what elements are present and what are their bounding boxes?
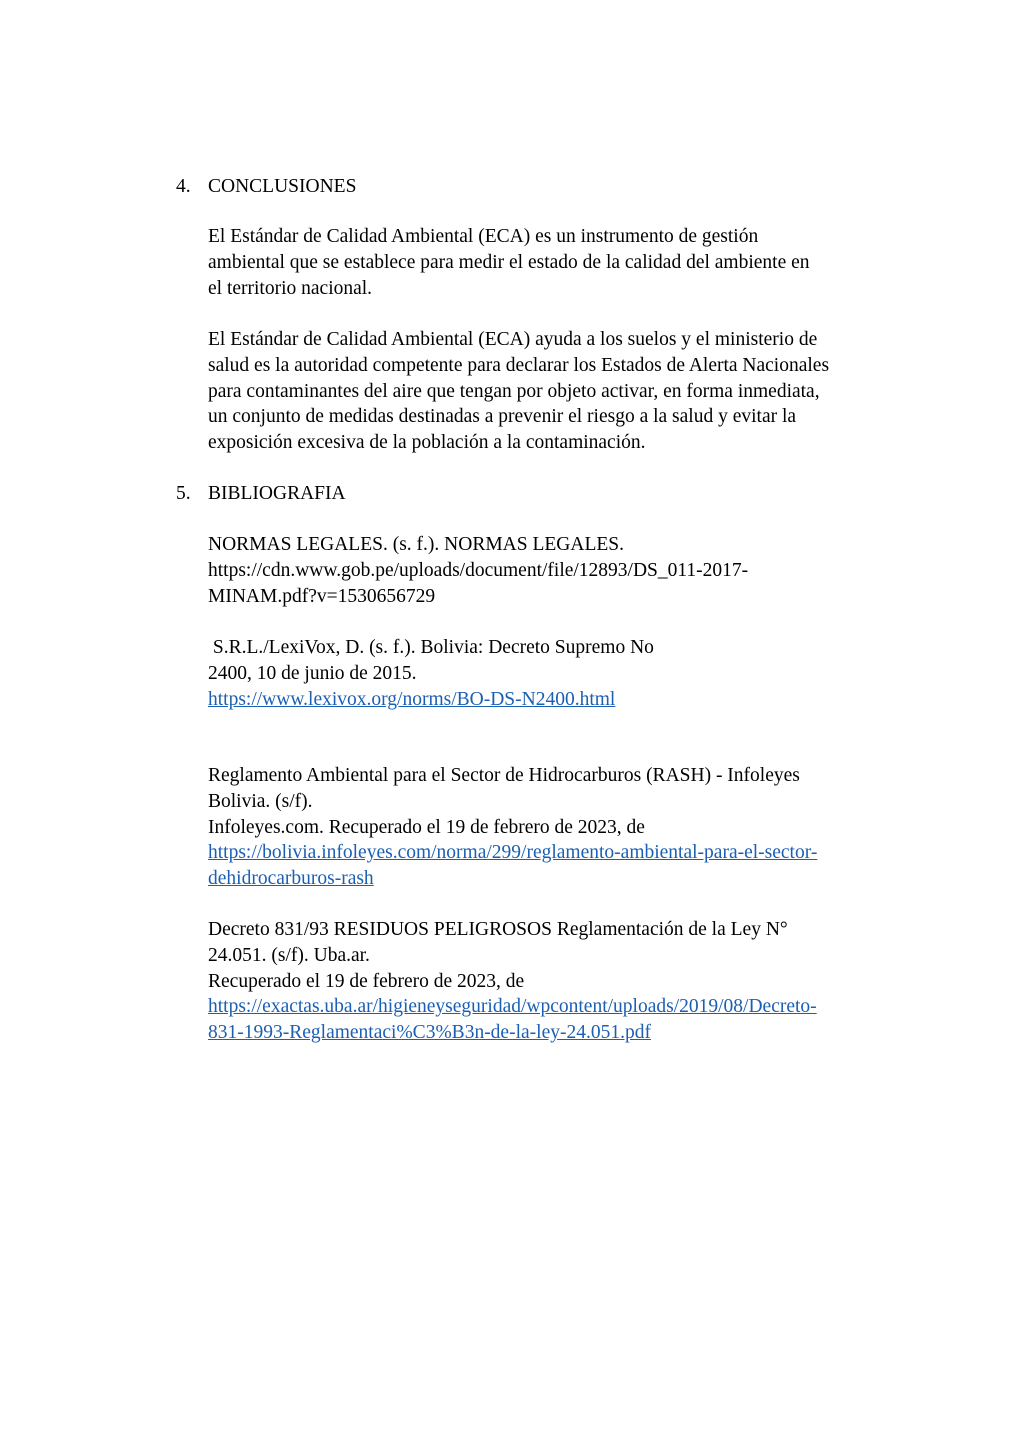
conclusiones-paragraph-1 <box>208 224 878 301</box>
reference-link[interactable]: https://exactas.uba.ar/higieneyseguridad/wpcontent/uploads/2019/08/Decreto- <box>208 996 817 1018</box>
section-heading-bibliografia <box>176 481 346 507</box>
text-line: S.R.L./LexiVox, D. (s. f.). Bolivia: Decreto Supremo No <box>208 637 654 658</box>
text-line: 24.051. (s/f). Uba.ar. <box>208 944 370 966</box>
reference-link[interactable]: https://bolivia.infoleyes.com/norma/299/reglamento-ambiental-para-el-sector- <box>208 842 818 864</box>
text-line: El Estándar de Calidad Ambiental (ECA) ayuda a los suelos y el ministerio de <box>208 329 818 350</box>
text-line: 2400, 10 de junio de 2015. <box>208 662 417 684</box>
text-line: https://cdn.www.gob.pe/uploads/document/file/12893/DS_011-2017- <box>208 559 749 581</box>
bibliography-entry-decreto-831 <box>208 917 878 1046</box>
text-line: El Estándar de Calidad Ambiental (ECA) es un instrumento de gestión <box>208 226 759 247</box>
text-line: Bolivia. (s/f). <box>208 790 313 812</box>
reference-link[interactable]: 831-1993-Reglamentaci%C3%B3n-de-la-ley-24.051.pdf <box>208 1022 651 1044</box>
text-line: NORMAS LEGALES. (s. f.). NORMAS LEGALES. <box>208 534 625 555</box>
section-title: CONCLUSIONES <box>208 176 357 197</box>
text-line: MINAM.pdf?v=1530656729 <box>208 585 436 607</box>
text-line: Recuperado el 19 de febrero de 2023, de <box>208 970 525 992</box>
reference-link[interactable]: dehidrocarburos-rash <box>208 868 374 890</box>
text-line: salud es la autoridad competente para declarar los Estados de Alerta Nacionales <box>208 354 830 376</box>
text-line: ambiental que se establece para medir el estado de la calidad del ambiente en <box>208 251 810 273</box>
conclusiones-paragraph-2 <box>208 327 878 456</box>
bibliography-entry-lexivox <box>208 635 878 712</box>
section-title: BIBLIOGRAFIA <box>208 483 346 504</box>
section-heading-conclusiones <box>176 174 356 200</box>
bibliography-entry-rash <box>208 763 878 892</box>
text-line: Reglamento Ambiental para el Sector de Hidrocarburos (RASH) - Infoleyes <box>208 765 800 786</box>
bibliography-entry-normas-legales <box>208 532 878 609</box>
text-line: el territorio nacional. <box>208 277 373 299</box>
section-number: 4. <box>176 176 191 197</box>
text-line: un conjunto de medidas destinadas a prevenir el riesgo a la salud y evitar la <box>208 406 797 428</box>
text-line: para contaminantes del aire que tengan por objeto activar, en forma inmediata, <box>208 380 820 402</box>
section-number: 5. <box>176 483 191 504</box>
text-line: Decreto 831/93 RESIDUOS PELIGROSOS Reglamentación de la Ley N° <box>208 919 788 940</box>
text-line: exposición excesiva de la población a la contaminación. <box>208 432 646 454</box>
text-line: Infoleyes.com. Recuperado el 19 de febrero de 2023, de <box>208 816 645 838</box>
reference-link[interactable]: https://www.lexivox.org/norms/BO-DS-N2400.html <box>208 688 616 710</box>
